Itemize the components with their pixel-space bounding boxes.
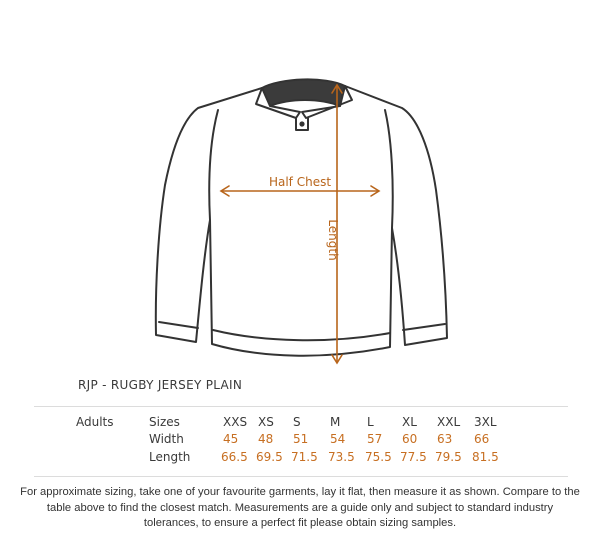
size-cell: XS (258, 415, 274, 429)
size-cell: XXL (437, 415, 461, 429)
measurement-cell: 75.5 (365, 450, 392, 464)
measurement-cell: 45 (223, 432, 239, 446)
size-cell: S (293, 415, 301, 429)
measurement-cell: 79.5 (435, 450, 462, 464)
measurement-cell: 81.5 (472, 450, 499, 464)
size-cell: 3XL (474, 415, 497, 429)
table-bottom-divider (34, 476, 568, 477)
measurement-cell: 54 (330, 432, 346, 446)
measurement-cell: 48 (258, 432, 274, 446)
measurement-cell: 69.5 (256, 450, 283, 464)
left-armhole (209, 110, 218, 220)
size-cell: XL (402, 415, 417, 429)
sizing-instructions: For approximate sizing, take one of your favourite garments, lay it flat, then measure it as shown. Compare to the table above to find the closest match. Measurements are a guide only and subject to standard industry tolerances, to ensure a perfect fit please obtain sizing samples. (20, 486, 580, 529)
length-label: Length (326, 219, 340, 261)
product-title: RJP - RUGBY JERSEY PLAIN (78, 378, 243, 392)
measurement-cell: 77.5 (400, 450, 427, 464)
measurement-cell: 71.5 (291, 450, 318, 464)
size-cell: L (367, 415, 374, 429)
right-armhole (385, 110, 393, 228)
left-cuff-line (159, 322, 198, 328)
table-top-divider (34, 406, 568, 407)
measurement-cell: 60 (402, 432, 418, 446)
measurement-cell: 51 (293, 432, 309, 446)
button-icon (299, 121, 304, 126)
measurement-cell: 57 (367, 432, 383, 446)
hem-band-line (213, 330, 390, 340)
right-cuff-line (403, 324, 445, 330)
size-cell: XXS (223, 415, 248, 429)
measurement-cell: 66.5 (221, 450, 248, 464)
row-label: Length (149, 450, 191, 464)
size-cell: M (330, 415, 341, 429)
measurement-cell: 73.5 (328, 450, 355, 464)
measurement-cell: 63 (437, 432, 453, 446)
row-label: Sizes (149, 415, 180, 429)
row-label: Width (149, 432, 184, 446)
half-chest-label: Half Chest (268, 175, 332, 189)
group-label: Adults (76, 415, 114, 429)
measurement-cell: 66 (474, 432, 490, 446)
